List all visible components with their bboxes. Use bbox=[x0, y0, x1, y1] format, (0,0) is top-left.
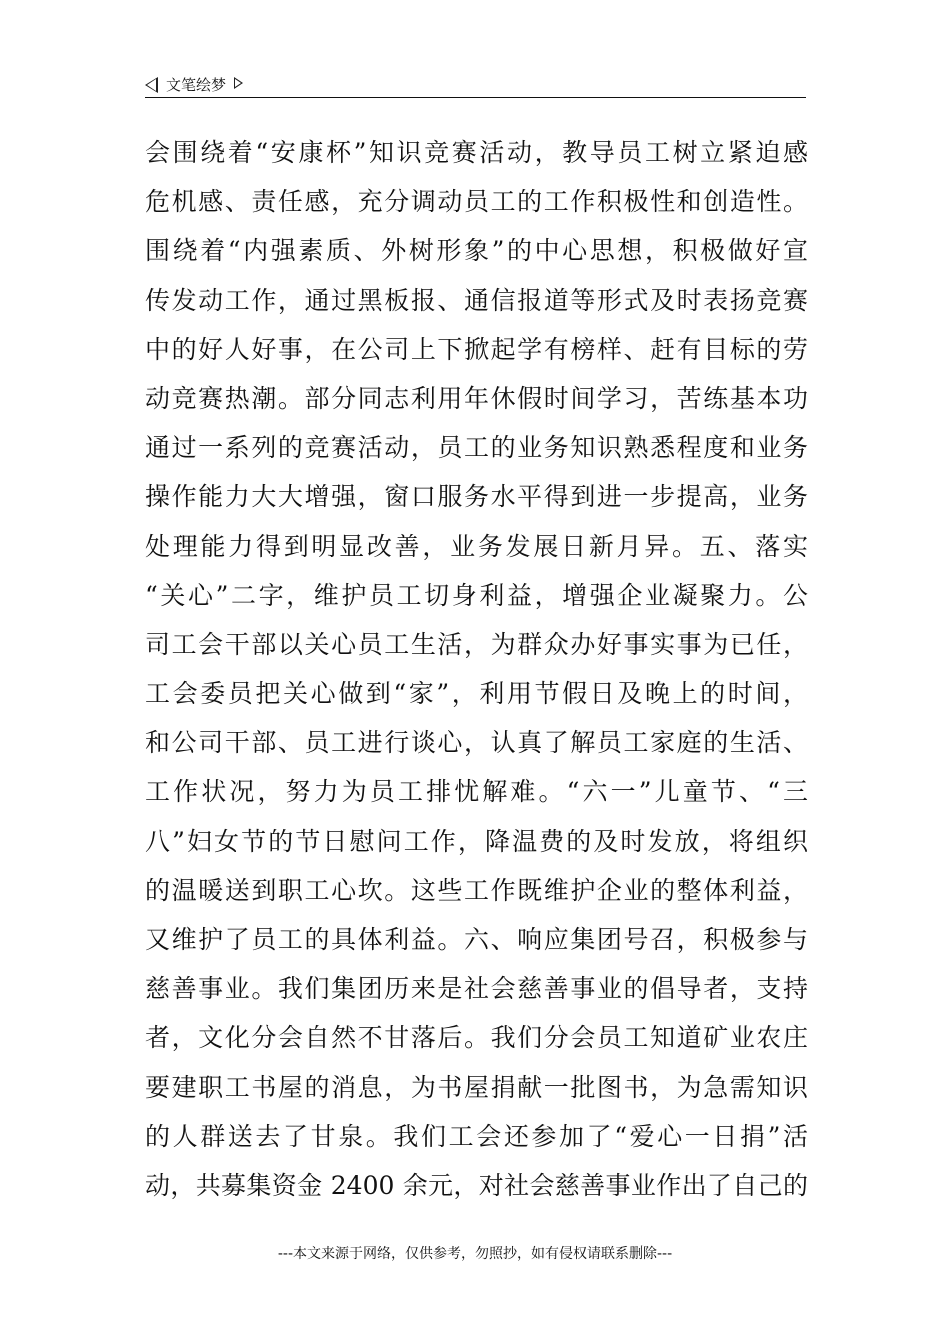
triangle-left-outline-icon bbox=[145, 77, 158, 93]
text-line: 动，共募集资金 2400 余元，对社会慈善事业作出了自己的 bbox=[145, 1170, 808, 1200]
text-line: 司工会干部以关心员工生活，为群众办好事实事为已任， bbox=[145, 629, 808, 659]
text-line: 工会委员把关心做到“家”，利用节假日及晚上的时间， bbox=[145, 679, 808, 709]
text-line: 中的好人好事，在公司上下掀起学有榜样、赶有目标的劳 bbox=[145, 334, 808, 364]
text-line: 危机感、责任感，充分调动员工的工作积极性和创造性。 bbox=[145, 187, 808, 217]
header-title: 文笔绘梦 bbox=[166, 76, 227, 94]
body-text bbox=[145, 128, 808, 1210]
page-header bbox=[145, 70, 806, 100]
text-line: 八”妇女节的节日慰问工作，降温费的及时发放，将组织 bbox=[145, 826, 808, 856]
text-line: 围绕着“内强素质、外树形象”的中心思想，积极做好宣 bbox=[145, 236, 808, 266]
text-line: 慈善事业。我们集团历来是社会慈善事业的倡导者，支持 bbox=[145, 974, 808, 1004]
text-line: 传发动工作，通过黑板报、通信报道等形式及时表扬竞赛 bbox=[145, 285, 808, 315]
footer-disclaimer: ---本文来源于网络，仅供参考，勿照抄，如有侵权请联系删除--- bbox=[277, 1246, 673, 1262]
text-line: 操作能力大大增强，窗口服务水平得到进一步提高，业务 bbox=[145, 482, 808, 512]
text-line: 要建职工书屋的消息，为书屋捐献一批图书，为急需知识 bbox=[145, 1072, 808, 1102]
text-line: 动竞赛热潮。部分同志利用年休假时间学习，苦练基本功 bbox=[145, 383, 808, 413]
text-line: 处理能力得到明显改善，业务发展日新月异。五、落实 bbox=[145, 531, 808, 561]
text-line: 和公司干部、员工进行谈心，认真了解员工家庭的生活、 bbox=[145, 728, 808, 758]
text-line: 又维护了员工的具体利益。六、响应集团号召，积极参与 bbox=[145, 925, 808, 954]
text-line: 会围绕着“安康杯”知识竞赛活动，教导员工树立紧迫感 bbox=[145, 138, 808, 167]
text-line: 的温暖送到职工心坎。这些工作既维护企业的整体利益， bbox=[145, 875, 808, 905]
text-line: 的人群送去了甘泉。我们工会还参加了“爱心一日捐”活 bbox=[145, 1121, 808, 1151]
triangle-right-outline-icon bbox=[234, 77, 243, 89]
text-line: “关心”二字，维护员工切身利益，增强企业凝聚力。公 bbox=[145, 580, 808, 610]
header-divider bbox=[145, 97, 806, 98]
text-line: 工作状况，努力为员工排忧解难。“六一”儿童节、“三 bbox=[145, 777, 808, 807]
text-line: 者，文化分会自然不甘落后。我们分会员工知道矿业农庄 bbox=[145, 1023, 808, 1053]
text-line: 通过一系列的竞赛活动，员工的业务知识熟悉程度和业务 bbox=[145, 433, 808, 463]
